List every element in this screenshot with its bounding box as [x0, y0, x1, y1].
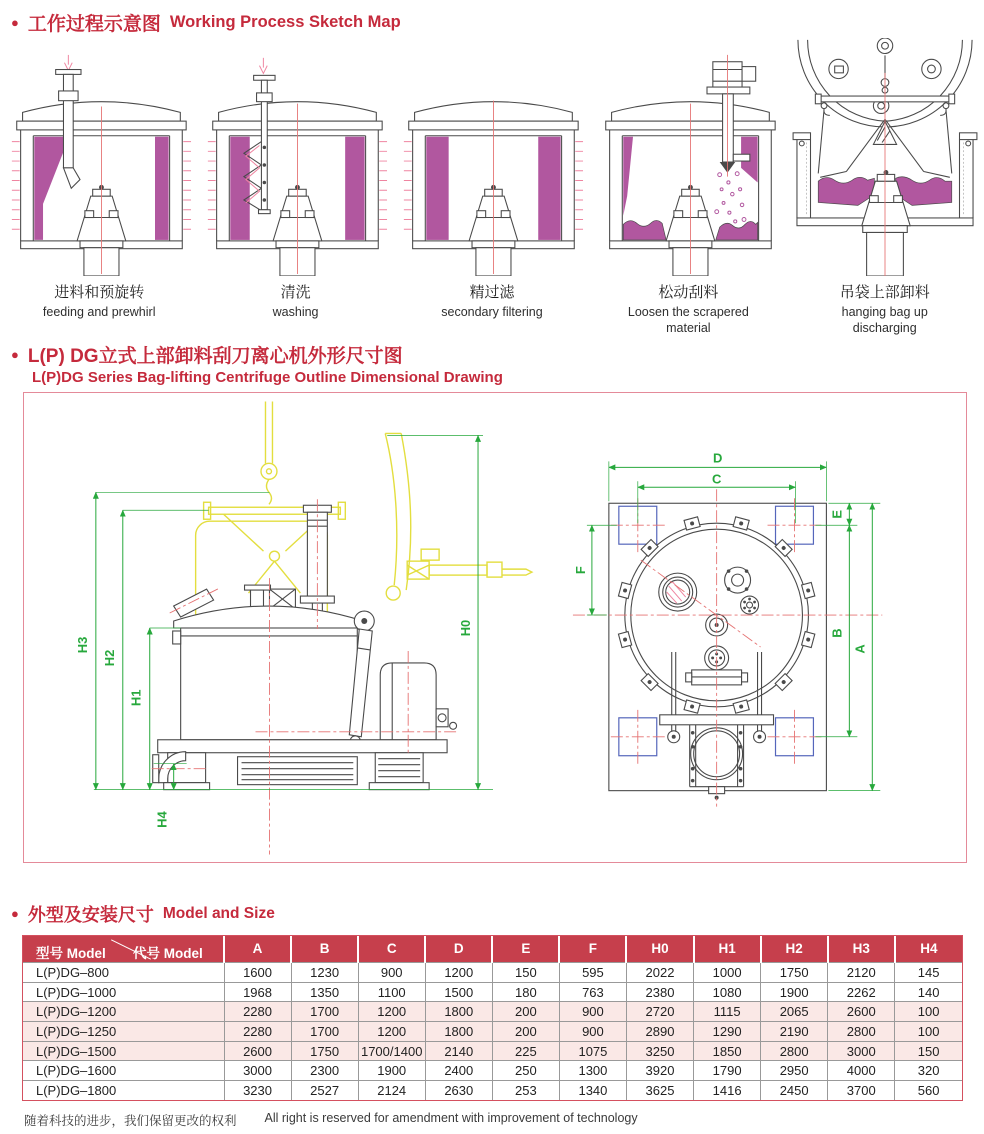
- value-cell: 1290: [694, 1022, 761, 1042]
- value-cell: 1600: [224, 963, 291, 983]
- step5-diagram-box: [788, 38, 982, 276]
- value-cell: 1900: [358, 1061, 425, 1081]
- step5-caption-zh: 吊袋上部卸料: [839, 284, 930, 301]
- value-cell: 2630: [425, 1081, 492, 1101]
- value-cell: 1080: [694, 982, 761, 1002]
- step4-caption-zh: 松动刮料: [658, 284, 719, 301]
- step2-diagram-box: [203, 38, 388, 276]
- value-cell: 1790: [694, 1061, 761, 1081]
- dim-label-h1: H1: [128, 689, 144, 706]
- model-code-header-cell: [23, 936, 224, 963]
- step2-caption-zh: 清洗: [280, 284, 311, 301]
- value-cell: 1350: [291, 982, 358, 1002]
- value-cell: 2400: [425, 1061, 492, 1081]
- working-process-title: [11, 0, 984, 36]
- value-cell: 3700: [828, 1081, 895, 1101]
- dim-label-h2: H2: [101, 649, 117, 666]
- process-step-feeding: [1, 38, 197, 337]
- footer-note-zh: 随着科技的进步，我们保留更改的权利: [24, 1114, 237, 1129]
- dimensional-drawing-title: [11, 341, 984, 368]
- filtering-diagram: [399, 50, 584, 276]
- value-cell: 1200: [358, 1002, 425, 1022]
- model-size-title: [11, 901, 984, 927]
- dimensional-drawing-title-zh: L(P) DG立式上部卸料刮刀离心机外形尺寸图: [27, 345, 403, 367]
- table-row: [23, 1002, 962, 1022]
- value-cell: 560: [895, 1081, 962, 1101]
- value-cell: 150: [492, 963, 559, 983]
- dim-label-h3: H3: [74, 636, 90, 653]
- bullet-icon: ●: [11, 906, 19, 921]
- value-cell: 2950: [761, 1061, 828, 1081]
- footer-note: [24, 1111, 984, 1129]
- washing-diagram: [203, 50, 388, 276]
- value-cell: 1968: [224, 982, 291, 1002]
- value-cell: 140: [895, 982, 962, 1002]
- value-cell: 1700: [291, 1002, 358, 1022]
- model-size-table-wrap: [22, 935, 963, 1102]
- bullet-icon: ●: [11, 346, 19, 362]
- machine-outline: [153, 505, 457, 789]
- value-cell: 3625: [626, 1081, 693, 1101]
- value-cell: 1100: [358, 982, 425, 1002]
- feeding-diagram: [7, 50, 192, 276]
- value-cell: 2890: [626, 1022, 693, 1042]
- value-cell: 2800: [761, 1041, 828, 1061]
- table-row: [23, 1081, 962, 1101]
- value-cell: 1800: [425, 1022, 492, 1042]
- value-cell: 900: [559, 1022, 626, 1042]
- model-cell: L(P)DG–1200: [23, 1002, 224, 1022]
- value-cell: 1850: [694, 1041, 761, 1061]
- model-cell: L(P)DG–800: [23, 963, 224, 983]
- table-row: [23, 1061, 962, 1081]
- code-header-label: 代号 Model: [133, 945, 203, 961]
- dim-label-h0: H0: [458, 619, 474, 636]
- table-header-row: [23, 936, 962, 963]
- base-plate-outline: [609, 503, 827, 790]
- value-cell: 2720: [626, 1002, 693, 1022]
- value-cell: 3000: [828, 1041, 895, 1061]
- value-cell: 1340: [559, 1081, 626, 1101]
- value-cell: 100: [895, 1002, 962, 1022]
- dim-label-d: D: [712, 449, 723, 465]
- value-cell: 250: [492, 1061, 559, 1081]
- dimensional-drawing-box: [23, 392, 967, 863]
- step3-caption-zh: 精过滤: [469, 284, 515, 301]
- value-cell: 2600: [224, 1041, 291, 1061]
- step1-caption-zh: 进料和预旋转: [54, 284, 145, 301]
- model-cell: L(P)DG–1600: [23, 1061, 224, 1081]
- step4-diagram-box: [596, 38, 781, 276]
- model-cell: L(P)DG–1000: [23, 982, 224, 1002]
- dim-label-f: F: [572, 565, 588, 574]
- table-body: [23, 963, 962, 1101]
- process-steps-row: [0, 36, 984, 337]
- value-cell: 1230: [291, 963, 358, 983]
- value-cell: 1800: [425, 1002, 492, 1022]
- value-cell: 100: [895, 1022, 962, 1042]
- value-cell: 763: [559, 982, 626, 1002]
- dim-label-b: B: [829, 627, 845, 638]
- value-cell: 1700: [291, 1022, 358, 1042]
- step3-diagram-box: [399, 38, 584, 276]
- column-header-d: D: [425, 936, 492, 963]
- value-cell: 3920: [626, 1061, 693, 1081]
- value-cell: 2140: [425, 1041, 492, 1061]
- value-cell: 3000: [224, 1061, 291, 1081]
- model-size-title-en: Model and Size: [162, 904, 275, 922]
- value-cell: 2022: [626, 963, 693, 983]
- process-step-filtering: [394, 38, 590, 337]
- step4-caption-en: Loosen the scrapered material: [627, 305, 749, 336]
- value-cell: 1075: [559, 1041, 626, 1061]
- dim-label-e: E: [829, 509, 845, 519]
- column-header-h2: H2: [761, 936, 828, 963]
- working-process-title-en: Working Process Sketch Map: [169, 13, 401, 31]
- value-cell: 2450: [761, 1081, 828, 1101]
- process-step-discharging: [787, 38, 983, 337]
- value-cell: 595: [559, 963, 626, 983]
- column-header-h3: H3: [828, 936, 895, 963]
- value-cell: 2262: [828, 982, 895, 1002]
- column-header-h4: H4: [895, 936, 962, 963]
- value-cell: 3250: [626, 1041, 693, 1061]
- column-header-b: B: [291, 936, 358, 963]
- value-cell: 2120: [828, 963, 895, 983]
- value-cell: 1000: [694, 963, 761, 983]
- column-header-h1: H1: [694, 936, 761, 963]
- value-cell: 200: [492, 1002, 559, 1022]
- model-size-title-zh: 外型及安装尺寸: [27, 904, 154, 925]
- table-row: [23, 1022, 962, 1042]
- process-step-loosening: [590, 38, 786, 337]
- value-cell: 1300: [559, 1061, 626, 1081]
- column-header-f: F: [559, 936, 626, 963]
- value-cell: 2280: [224, 1002, 291, 1022]
- model-header-label: 型号 Model: [36, 945, 106, 961]
- model-cell: L(P)DG–1500: [23, 1041, 224, 1061]
- step1-caption-en: feeding and prewhirl: [42, 305, 156, 319]
- working-process-title-zh: 工作过程示意图: [27, 14, 161, 35]
- value-cell: 2380: [626, 982, 693, 1002]
- value-cell: 2190: [761, 1022, 828, 1042]
- bag-discharge-diagram: [788, 38, 982, 276]
- column-header-h0: H0: [626, 936, 693, 963]
- column-header-a: A: [224, 936, 291, 963]
- value-cell: 1416: [694, 1081, 761, 1101]
- process-step-washing: [197, 38, 393, 337]
- value-cell: 253: [492, 1081, 559, 1101]
- value-cell: 180: [492, 982, 559, 1002]
- column-header-e: E: [492, 936, 559, 963]
- value-cell: 2065: [761, 1002, 828, 1022]
- model-size-table: [23, 936, 962, 1101]
- step5-caption-en: hanging bag up discharging: [841, 305, 928, 336]
- value-cell: 320: [895, 1061, 962, 1081]
- model-cell: L(P)DG–1800: [23, 1081, 224, 1101]
- value-cell: 900: [358, 963, 425, 983]
- value-cell: 145: [895, 963, 962, 983]
- table-row: [23, 1041, 962, 1061]
- value-cell: 2600: [828, 1002, 895, 1022]
- front-view-drawing: [24, 393, 543, 862]
- table-row: [23, 982, 962, 1002]
- value-cell: 1115: [694, 1002, 761, 1022]
- value-cell: 1750: [761, 963, 828, 983]
- value-cell: 225: [492, 1041, 559, 1061]
- dim-label-a: A: [852, 643, 868, 654]
- value-cell: 1750: [291, 1041, 358, 1061]
- value-cell: 2800: [828, 1022, 895, 1042]
- value-cell: 2300: [291, 1061, 358, 1081]
- value-cell: 2527: [291, 1081, 358, 1101]
- value-cell: 2124: [358, 1081, 425, 1101]
- value-cell: 2280: [224, 1022, 291, 1042]
- value-cell: 3230: [224, 1081, 291, 1101]
- step1-diagram-box: [7, 38, 192, 276]
- value-cell: 1200: [358, 1022, 425, 1042]
- value-cell: 900: [559, 1002, 626, 1022]
- top-view-drawing: [543, 393, 966, 862]
- model-cell: L(P)DG–1250: [23, 1022, 224, 1042]
- value-cell: 1700/1400: [358, 1041, 425, 1061]
- dim-label-h4: H4: [154, 810, 170, 828]
- dim-label-c: C: [711, 470, 722, 486]
- value-cell: 1200: [425, 963, 492, 983]
- step3-caption-en: secondary filtering: [441, 305, 543, 319]
- table-row: [23, 963, 962, 983]
- value-cell: 150: [895, 1041, 962, 1061]
- value-cell: 1500: [425, 982, 492, 1002]
- step2-caption-en: washing: [272, 305, 319, 319]
- dimensional-drawing-title-en: L(P)DG Series Bag-lifting Centrifuge Outline Dimensional Drawing: [32, 368, 503, 386]
- loosening-diagram: [596, 50, 781, 276]
- column-header-c: C: [358, 936, 425, 963]
- value-cell: 1900: [761, 982, 828, 1002]
- value-cell: 4000: [828, 1061, 895, 1081]
- value-cell: 200: [492, 1022, 559, 1042]
- bullet-icon: ●: [11, 15, 19, 30]
- footer-note-en: All right is reserved for amendment with improvement of technology: [264, 1111, 638, 1126]
